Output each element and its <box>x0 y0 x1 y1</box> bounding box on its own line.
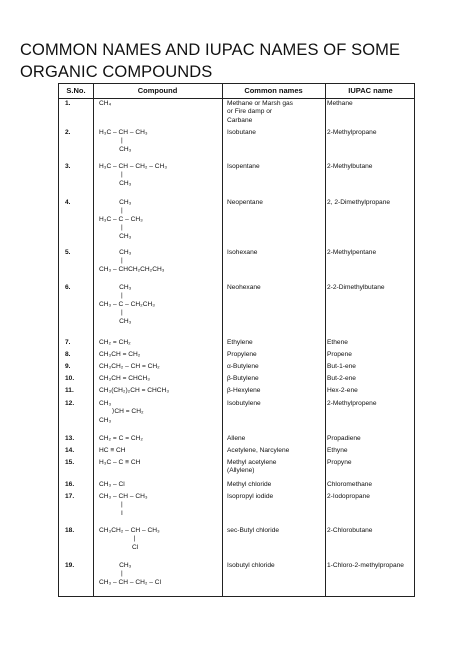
formula-line: | <box>99 171 123 179</box>
title-line-2: ORGANIC COMPOUNDS <box>20 63 213 81</box>
common-name-line: sec-Butyl chloride <box>227 527 280 534</box>
iupac-name: Propyne <box>327 459 352 466</box>
compound-formula <box>99 562 219 587</box>
page-title <box>20 39 460 83</box>
formula-line: CH₃ <box>99 416 112 424</box>
iupac-name: Chloromethane <box>327 481 373 488</box>
formula-line: | <box>99 501 123 509</box>
formula-line: CH₂ = C = CH₂ <box>99 435 143 442</box>
iupac-name: 2-Methylpropane <box>327 129 377 136</box>
iupac-name: 2-Methylbutane <box>327 163 373 170</box>
common-name <box>227 400 323 408</box>
formula-line: CH₃CH = CHCH₃ <box>99 375 150 382</box>
formula-line: CH₃CH₂ – CH – CH₃ <box>99 527 160 534</box>
formula-line: | <box>99 224 123 232</box>
formula-line: CH₃ <box>99 249 132 256</box>
formula-line: CH₃ – C – CH₂CH₃ <box>99 300 155 308</box>
common-name-line: Allene <box>227 435 246 442</box>
formula-line: CH₃ – CHCH₂CH₂CH₃ <box>99 265 165 273</box>
header-sno: S.No. <box>66 86 86 95</box>
column-divider <box>325 84 326 596</box>
compound-formula <box>99 447 219 455</box>
common-name-line: Neopentane <box>227 199 263 206</box>
iupac-name: 2-Chlorobutane <box>327 527 373 534</box>
iupac-name: 2, 2-Dimethylpropane <box>327 199 391 206</box>
row-number: 12. <box>65 400 75 407</box>
common-name <box>227 199 323 207</box>
compound-formula <box>99 387 219 395</box>
formula-line: CH₃ <box>99 400 112 407</box>
common-name-line: Propylene <box>227 351 257 358</box>
iupac-name: 1-Chloro-2-methylpropane <box>327 562 404 569</box>
common-name-line: Methyl chloride <box>227 481 272 488</box>
common-name <box>227 363 323 371</box>
common-name-line: Neohexane <box>227 284 261 291</box>
common-name <box>227 284 323 292</box>
formula-line: CH₃(CH₂)₂CH = CHCH₃ <box>99 387 170 394</box>
header-compound: Compound <box>137 86 178 95</box>
formula-line: CH₄ <box>99 100 112 107</box>
common-name-line: Acetylene, Narcylene <box>227 447 290 454</box>
compound-formula <box>99 400 219 425</box>
common-name <box>227 562 323 570</box>
common-name-line: Isobutyl chloride <box>227 562 275 569</box>
header-common-names: Common names <box>244 86 303 95</box>
iupac-name: 2-Iodopropane <box>327 493 370 500</box>
common-name <box>227 163 323 171</box>
iupac-name: Methane <box>327 100 353 107</box>
iupac-name: Ethene <box>327 339 348 346</box>
iupac-name: Ethyne <box>327 447 348 454</box>
compound-formula <box>99 481 219 489</box>
formula-line: CH₃ – CH – CH₃ <box>99 493 148 500</box>
row-number: 15. <box>65 459 75 466</box>
common-name-line: Isopentane <box>227 163 260 170</box>
common-name-line: Isohexane <box>227 249 258 256</box>
formula-line: CH₃ – CH – CH₂ – Cl <box>99 578 162 586</box>
compound-formula <box>99 435 219 443</box>
row-number: 16. <box>65 481 75 488</box>
row-number: 14. <box>65 447 75 454</box>
compound-formula <box>99 375 219 383</box>
common-name-line: Ethylene <box>227 339 253 346</box>
column-divider <box>222 84 223 596</box>
formula-line: CH₃CH₂ – CH = CH₂ <box>99 363 160 370</box>
compound-formula <box>99 493 219 518</box>
common-name-line: Methyl acetylene <box>227 459 277 466</box>
row-number: 19. <box>65 562 75 569</box>
common-name <box>227 481 323 489</box>
formula-line: H₃C – CH – CH₂ – CH₃ <box>99 163 168 170</box>
row-number: 13. <box>65 435 75 442</box>
formula-line: CH₃ <box>99 317 132 325</box>
row-number: 11. <box>65 387 74 394</box>
formula-line: HC ≡ CH <box>99 447 126 454</box>
iupac-name: But-1-ene <box>327 363 356 370</box>
compound-formula <box>99 351 219 359</box>
compound-formula <box>99 163 219 188</box>
compound-formula <box>99 363 219 371</box>
compound-formula <box>99 527 219 552</box>
compound-formula <box>99 339 219 347</box>
common-name <box>227 351 323 359</box>
formula-line: H₃C – C – CH₃ <box>99 215 143 223</box>
iupac-name: 2-Methylpropene <box>327 400 377 407</box>
formula-line: I <box>99 509 123 517</box>
iupac-name: Hex-2-ene <box>327 387 358 394</box>
formula-line: CH₃ <box>99 562 132 569</box>
common-name-line: Methane or Marsh gas <box>227 100 293 107</box>
formula-line: CH₃CH = CH₂ <box>99 351 141 358</box>
formula-line: H₃C – CH – CH₃ <box>99 129 148 136</box>
iupac-name: But-2-ene <box>327 375 356 382</box>
common-name-line: Isobutylene <box>227 400 261 407</box>
common-name <box>227 129 323 137</box>
formula-line: CH₃ <box>99 284 132 291</box>
common-name <box>227 493 323 501</box>
formula-line: | <box>99 257 123 265</box>
compound-formula <box>99 199 219 241</box>
formula-line: | <box>99 137 123 145</box>
compound-formula <box>99 249 219 274</box>
common-name-line: β-Hexylene <box>227 387 261 394</box>
compound-formula <box>99 459 219 467</box>
formula-line: H₃C – C ≡ CH <box>99 459 141 466</box>
iupac-name: Propene <box>327 351 352 358</box>
iupac-name: Propadiene <box>327 435 361 442</box>
iupac-name: 2-Methylpentane <box>327 249 377 256</box>
compounds-table <box>58 83 415 597</box>
common-name <box>227 375 323 383</box>
formula-line: | <box>99 570 123 578</box>
row-number: 4. <box>65 199 71 206</box>
common-name <box>227 527 323 535</box>
common-name-line: Carbane <box>227 116 253 124</box>
row-number: 9. <box>65 363 71 370</box>
common-name <box>227 459 323 476</box>
compound-formula <box>99 129 219 154</box>
row-number: 3. <box>65 163 71 170</box>
formula-line: Cl <box>99 543 139 551</box>
formula-line: ⟩CH = CH₂ <box>99 408 144 416</box>
formula-line: CH₃ – Cl <box>99 481 125 488</box>
row-number: 1. <box>65 100 71 107</box>
formula-line: | <box>99 292 123 300</box>
common-name <box>227 100 323 125</box>
row-number: 10. <box>65 375 75 382</box>
common-name <box>227 387 323 395</box>
header-iupac-name: IUPAC name <box>348 86 393 95</box>
common-name <box>227 249 323 257</box>
formula-line: CH₂ = CH₂ <box>99 339 131 346</box>
common-name <box>227 435 323 443</box>
common-name <box>227 339 323 347</box>
compound-formula <box>99 100 219 108</box>
common-name-line: (Allylene) <box>227 467 255 475</box>
row-number: 2. <box>65 129 71 136</box>
column-divider <box>93 84 94 596</box>
row-number: 8. <box>65 351 71 358</box>
row-number: 7. <box>65 339 71 346</box>
common-name-line: α-Butylene <box>227 363 259 370</box>
row-number: 18. <box>65 527 75 534</box>
formula-line: | <box>99 535 136 543</box>
row-number: 6. <box>65 284 71 291</box>
formula-line: | <box>99 309 123 317</box>
title-line-1: COMMON NAMES AND IUPAC NAMES OF SOME <box>20 41 401 59</box>
formula-line: CH₃ <box>99 145 132 153</box>
row-number: 17. <box>65 493 75 500</box>
table-header <box>59 84 414 99</box>
formula-line: | <box>99 207 123 215</box>
formula-line: CH₃ <box>99 199 132 206</box>
formula-line: CH₃ <box>99 179 132 187</box>
common-name-line: or Fire damp or <box>227 108 273 116</box>
compound-formula <box>99 284 219 326</box>
common-name <box>227 447 323 455</box>
iupac-name: 2-2-Dimethylbutane <box>327 284 385 291</box>
common-name-line: Isopropyl iodide <box>227 493 274 500</box>
row-number: 5. <box>65 249 71 256</box>
common-name-line: β-Butylene <box>227 375 259 382</box>
formula-line: CH₃ <box>99 232 132 240</box>
common-name-line: Isobutane <box>227 129 256 136</box>
